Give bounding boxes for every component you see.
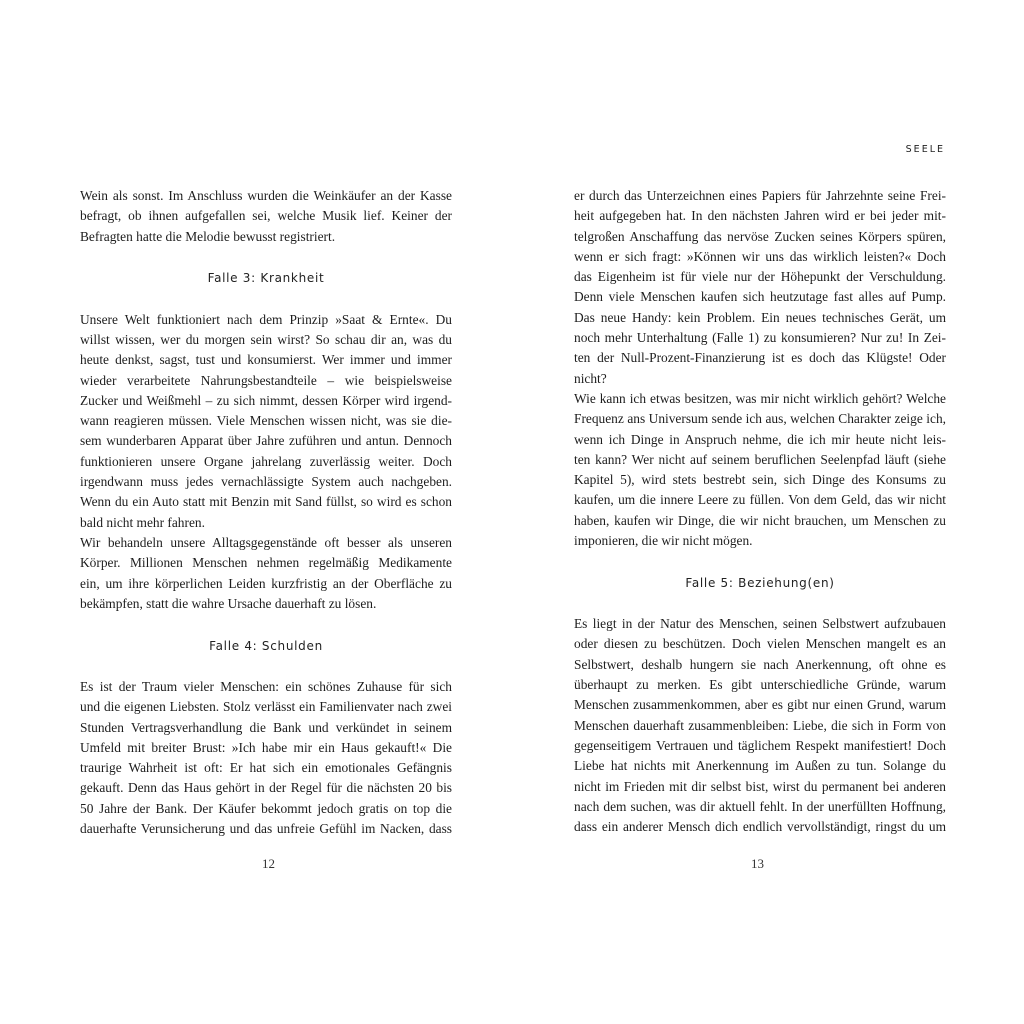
text-line: ten der Null-Prozent-Finanzierung ist es doch das Klügste! Oder — [574, 350, 946, 366]
text-line: Es liegt in der Natur des Menschen, seinen Selbstwert aufzubauen — [574, 616, 946, 632]
text-line: noch mehr Unterhaltung (Falle 1) zu konsumieren? Nur zu! In Zei- — [574, 330, 946, 346]
text-line: er durch das Unterzeichnen eines Papiers für Jahrzehnte seine Frei- — [574, 188, 946, 203]
page-number: 13 — [751, 856, 764, 871]
text-line: irgendwann muss jedes vernachlässigte System auch nachgeben. — [80, 474, 452, 490]
text-line: funktionieren unsere Organe jahrelang zuverlässig weiter. Doch — [80, 453, 452, 469]
text-line: heit aufgegeben hat. In den nächsten Jahren wird er bei jeder mit- — [574, 208, 946, 224]
text-line: Zucker und Weißmehl – zu sich nimmt, dessen Körper wird irgend- — [80, 392, 452, 408]
text-line: imponieren, die wir nicht mögen. — [574, 533, 753, 549]
text-line: bekämpfen, statt die wahre Ursache dauerhaft zu lösen. — [80, 595, 377, 611]
text-line: Wir behandeln unsere Alltagsgegenstände oft besser als unseren — [80, 534, 452, 550]
text-line: Körper. Millionen Menschen nehmen regelmäßig Medikamente — [80, 555, 452, 571]
text-line: Unsere Welt funktioniert nach dem Prinzip »Saat & Ernte«. Du — [80, 311, 452, 327]
paragraph — [80, 186, 452, 247]
text-line: Frequenz ans Universum sende ich aus, welchen Charakter zeige ich, — [574, 411, 946, 427]
text-line: Menschen zusammenkommen, aber es gibt nur einen Grund, warum — [574, 697, 946, 713]
text-line: dass ein anderer Mensch dich endlich vervollständigt, ringst du um — [574, 819, 946, 835]
text-line: nicht? — [574, 370, 607, 386]
text-line: überhaupt zu merken. Es gibt unterschiedliche Gründe, warum — [574, 677, 946, 693]
text-line: Es ist der Traum vieler Menschen: ein schönes Zuhause für sich — [80, 678, 452, 694]
text-line: wenn ich Dinge in Anspruch nehme, die ich mir heute nicht leis- — [574, 431, 946, 447]
text-line: Kapitel 5), wird stets bestrebt sein, sich Dinge des Konsums zu — [574, 472, 946, 488]
right-page-body — [574, 186, 946, 837]
section-heading: Falle 4: Schulden — [209, 638, 323, 653]
text-line: traurige Wahrheit ist oft: Er hat sich ein emotionales Gefängnis — [80, 760, 452, 776]
text-line: nicht im Frieden mit dir selbst bist, wirst du permanent bei anderen — [574, 778, 946, 794]
text-line: gegenseitigem Vertrauen und täglichem Respekt manifestiert! Doch — [574, 737, 946, 753]
text-line: oder diesen zu beschützen. Doch vielen Menschen mangelt es an — [574, 636, 946, 652]
text-line: Selbstwert, deshalb hungern sie nach Anerkennung, oft ohne es — [574, 656, 946, 672]
text-line: wieder verarbeitete Nahrungsbestandteile – wie beispielsweise — [80, 372, 452, 388]
text-line: dauerhafte Verunsicherung und das unfreie Gefühl im Nacken, dass — [80, 821, 452, 837]
text-line: Das neue Handy: kein Problem. Ein neues technisches Gerät, um — [574, 309, 946, 325]
text-line: das Eigenheim ist für viele nur der Höhepunkt der Verschuldung. — [574, 269, 946, 285]
paragraph — [574, 614, 946, 837]
text-line: ein, um ihre körperlichen Leiden kurzfristig an der Oberfläche zu — [80, 575, 452, 591]
section-heading: Falle 3: Krankheit — [207, 271, 325, 286]
text-line: kaufen, um die innere Leere zu füllen. Von dem Geld, das wir nicht — [574, 492, 946, 508]
text-line: Denn viele Menschen kaufen sich heutzutage fast alles auf Pump. — [574, 289, 946, 305]
paragraph — [80, 310, 452, 533]
paragraph — [80, 677, 452, 839]
text-line: wann reagieren müssen. Viele Menschen wissen nicht, was sie die- — [80, 413, 452, 429]
text-line: bald nicht mehr fahren. — [80, 514, 205, 530]
right-page — [512, 0, 1024, 1024]
text-line: und die eigenen Liebsten. Stolz verlässt ein Familienvater nach zwei — [80, 699, 452, 715]
text-line: wenn er sich fragt: »Können wir uns das wirklich leisten?« Doch — [574, 248, 946, 264]
paragraph — [80, 533, 452, 614]
running-head: SEELE — [905, 144, 945, 155]
text-line: Menschen dauerhaft zusammenbleiben: Liebe, die sich in Form von — [574, 717, 946, 733]
text-line: Wein als sonst. Im Anschluss wurden die Weinkäufer an der Kasse — [80, 188, 452, 203]
text-line: sem wunderbaren Apparat über Jahre zuführen und antun. Dennoch — [80, 433, 452, 449]
text-line: Befragten hatte die Melodie bewusst registriert. — [80, 228, 336, 244]
text-line: gekauft. Denn das Haus gehört in der Regel für die nächsten 20 bis — [80, 780, 452, 796]
left-page-body — [80, 186, 452, 839]
paragraph — [574, 186, 946, 389]
text-line: nach dem suchen, was dir aktuell fehlt. In der unerfüllten Hoffnung, — [574, 798, 946, 814]
text-line: Liebe hat nichts mit Anerkennung im Außen zu tun. Solange du — [574, 758, 946, 774]
text-line: haben, kaufen wir Dinge, die wir nicht brauchen, um Menschen zu — [574, 512, 946, 528]
paragraph — [574, 389, 946, 551]
text-line: Stunden Vertragsverhandlung die Bank und verkündet in seinem — [80, 719, 452, 735]
text-line: Umfeld mit breiter Brust: »Ich habe mir ein Haus gekauft!« Die — [80, 739, 452, 755]
text-line: Wie kann ich etwas besitzen, was mir nicht wirklich gehört? Welche — [574, 390, 946, 406]
text-line: 50 Jahre der Bank. Der Käufer bekommt jedoch gratis on top die — [80, 800, 452, 816]
page-number: 12 — [262, 856, 275, 871]
text-line: befragt, ob ihnen aufgefallen sei, welche Musik lief. Keiner der — [80, 208, 452, 224]
text-line: telgroßen Anschaffung das nervöse Zucken seines Körpers spüren, — [574, 228, 946, 244]
text-line: ten kann? Wer nicht auf seinem beruflichen Seelenpfad läuft (siehe — [574, 451, 946, 467]
section-heading: Falle 5: Beziehung(en) — [685, 575, 835, 590]
text-line: willst wissen, wer du morgen sein wirst? So schau dir an, was du — [80, 331, 452, 347]
text-line: heute denkst, sagst, tust und konsumierst. Wer immer und immer — [80, 352, 452, 368]
text-line: Wenn du ein Auto statt mit Benzin mit Sand füllst, so wird es schon — [80, 494, 452, 510]
